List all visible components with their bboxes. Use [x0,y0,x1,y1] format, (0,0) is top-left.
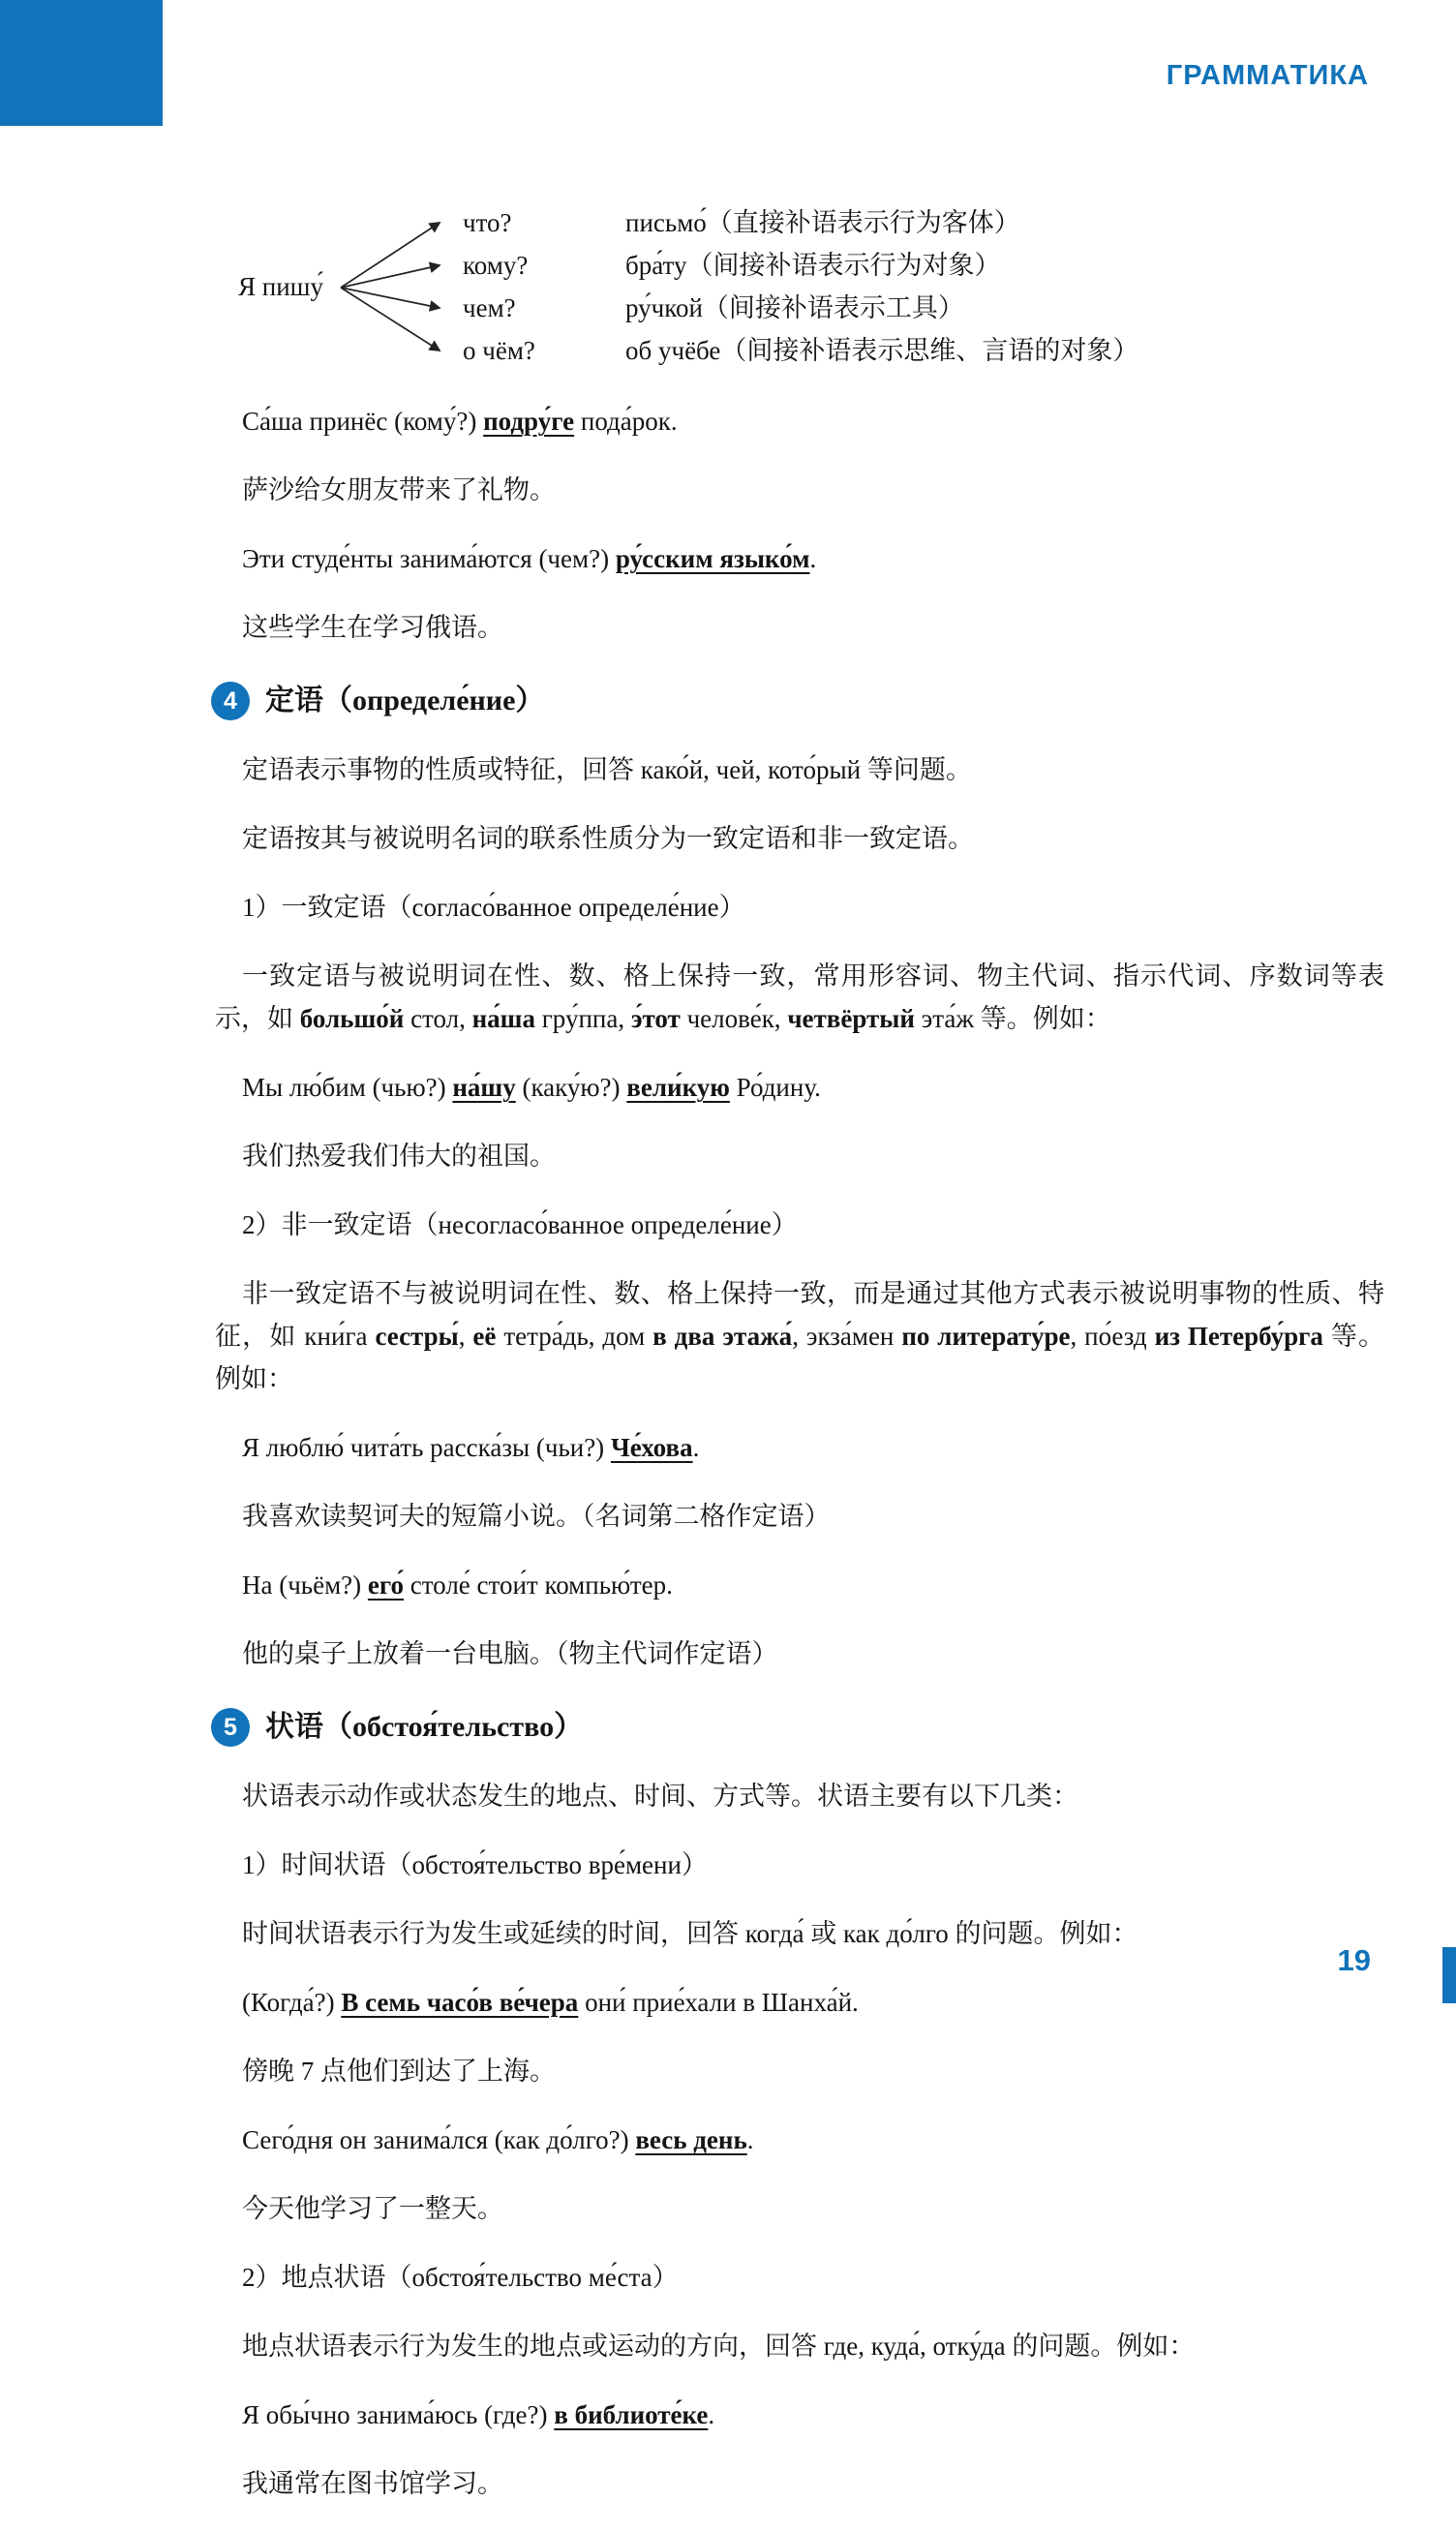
section-5-heading [211,1706,1384,1749]
paragraph: 定语表示事物的性质或特征，回答 како́й, чей, кото́рый 等问题。 [242,755,972,784]
example-line: Я люблю́ чита́ть расска́зы (чьи?) Че́хова. [242,1433,700,1462]
paragraph: 地点状语表示行为发生的地点或运动的方向，回答 где, куда́, отку́да 的问题。例如： [242,2332,1196,2361]
diagram-answer: об учёбе（间接补语表示思维、言语的对象） [625,336,1139,365]
diagram-answer: бра́ту（间接补语表示行为对象） [625,251,1001,280]
example-line: Сего́дня он занима́лся (как до́лго?) весь день. [242,2125,754,2154]
example-line: 这些学生在学习俄语。 [242,613,503,642]
paragraph: 时间状语表示行为发生或延续的时间，回答 когда́ 或 как до́лго 的问题。例如： [242,1919,1138,1948]
example-line: 我们热爱我们伟大的祖国。 [242,1142,556,1171]
section-4-heading [211,680,1384,722]
diagram-row [463,201,1138,244]
diagram-question: кому? [463,251,529,280]
subsection-heading: 2）地点状语（обстоя́тельство ме́ста） [242,2263,679,2292]
section-5-number-badge: 5 [211,1708,250,1747]
diagram-row [463,329,1138,372]
section-5-title: 状语（обстоя́тельство） [265,1711,584,1743]
page-number: 19 [1337,1943,1371,1977]
example-line: (Когда́?) В семь часо́в ве́чера они́ прие́хали в Шанха́й. [242,1988,859,2017]
diagram-question: о чём? [463,336,535,365]
paragraph: 状语表示动作或状态发生的地点、时间、方式等。状语主要有以下几类： [242,1782,1078,1811]
example-line: 我通常在图书馆学习。 [242,2469,503,2498]
diagram-row [463,244,1138,287]
subsection-heading: 2）非一致定语（несогласо́ванное определе́ние） [242,1210,798,1239]
example-line: 萨沙给女朋友带来了礼物。 [242,475,556,504]
example-line: 我喜欢读契诃夫的短篇小说。（名词第二格作定语） [242,1502,831,1531]
section-4-number-badge: 4 [211,682,250,720]
diagram-answer: ру́чкой（间接补语表示工具） [625,293,964,322]
diagram-question: что? [463,208,512,237]
diagram-rows [463,201,1138,372]
corner-decoration [0,0,163,126]
paragraph: 非一致定语不与被说明词在性、数、格上保持一致，而是通过其他方式表示被说明事物的性质、特征，如 кни́га сестры́, её тетра́дь, дом в два этажа́, экза́мен по литерату́ре, по́езд из Петербу́рга 等。例如： [215,1279,1384,1393]
verb-government-diagram [215,201,1384,374]
example-line: 傍晚 7 点他们到达了上海。 [242,2057,556,2086]
page-header-title: ГРАММАТИКА [1166,60,1369,91]
edge-decoration [1442,1947,1456,2003]
subsection-heading: 1）时间状语（обстоя́тельство вре́мени） [242,1850,708,1879]
section-4-title: 定语（определе́ние） [265,685,545,717]
subsection-heading: 1）一致定语（согласо́ванное определе́ние） [242,893,745,922]
example-line: Эти студе́нты занима́ются (чем?) ру́сским языко́м. [242,544,817,573]
paragraph: 定语按其与被说明名词的联系性质分为一致定语和非一致定语。 [242,824,974,853]
example-line: 今天他学习了一整天。 [242,2194,503,2223]
diagram-row [463,287,1138,329]
example-line: Я обы́чно занима́юсь (где?) в библиоте́ке. [242,2400,715,2429]
diagram-question: чем? [463,293,516,322]
example-line: Мы лю́бим (чью?) на́шу (каку́ю?) вели́кую Ро́дину. [242,1073,821,1102]
diagram-subject: Я пишу́ [238,272,323,301]
example-line: Са́ша принёс (кому́?) подру́ге пода́рок. [242,407,678,436]
example-line: 他的桌子上放着一台电脑。（物主代词作定语） [242,1639,778,1668]
content [215,201,1384,2531]
diagram-answer: письмо́（直接补语表示行为客体） [625,208,1020,237]
paragraph: 一致定语与被说明词在性、数、格上保持一致，常用形容词、物主代词、指示代词、序数词等表示，如 большо́й стол, на́ша гру́ппа, э́тот челове́к, четвёртый эта́ж 等。例如： [215,961,1384,1033]
example-line: На (чьём?) его́ столе́ стои́т компью́тер. [242,1570,673,1600]
diagram-arrows-icon [339,201,453,374]
